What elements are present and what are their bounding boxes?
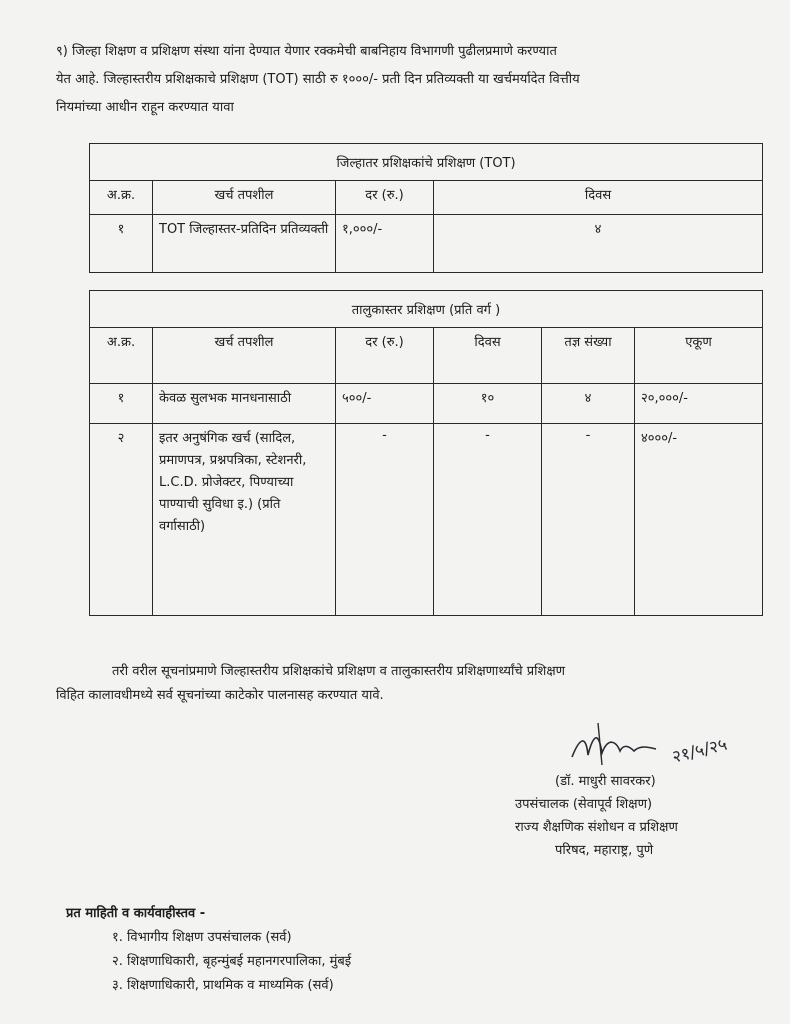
taluka-row1-total: २०,०००/- <box>635 384 763 424</box>
intro-line-1: ९) जिल्हा शिक्षण व प्रशिक्षण संस्था यांना देण्यात येणार रक्कमेची बाबनिहाय विभागणी पुढीलप्रमाणे करण्यात <box>56 44 557 59</box>
signatory-org-line-1: राज्य शैक्षणिक संशोधन व प्रशिक्षण <box>515 820 678 835</box>
tot-header-details: खर्च तपशील <box>153 181 336 215</box>
taluka-row1-days: १० <box>434 384 542 424</box>
tot-header-rate: दर (रु.) <box>336 181 434 215</box>
taluka-row2-sr: २ <box>90 424 153 616</box>
copy-to-title: प्रत माहिती व कार्यवाहीस्तव - <box>66 906 206 921</box>
taluka-row2-details: इतर अनुषंगिक खर्च (सादिल, प्रमाणपत्र, प्रश्नपत्रिका, स्टेशनरी, L.C.D. प्रोजेक्टर, पिण्याच्या पाण्याची सुविधा इ.) (प्रति वर्गासाठी) <box>153 424 336 616</box>
taluka-row1-details: केवळ सुलभक मानधनासाठी <box>153 384 336 424</box>
signatory-org-line-2: परिषद, महाराष्ट्र, पुणे <box>555 843 654 858</box>
taluka-row2-days: - <box>434 424 542 616</box>
copy-to-section <box>66 902 486 998</box>
taluka-header-total: एकूण <box>635 328 763 384</box>
closing-line-1: तरी वरील सूचनांप्रमाणे जिल्हास्तरीय प्रशिक्षकांचे प्रशिक्षण व तालुकास्तरीय प्रशिक्षणार्थ्यांचे प्रशिक्षण <box>112 664 566 679</box>
taluka-row2-rate: - <box>336 424 434 616</box>
tot-table-caption: जिल्हातर प्रशिक्षकांचे प्रशिक्षण (TOT) <box>90 144 763 181</box>
tot-row-days: ४ <box>434 215 763 273</box>
handwritten-signature <box>568 717 738 777</box>
intro-line-2: येत आहे. जिल्हास्तरीय प्रशिक्षकाचे प्रशिक्षण (TOT) साठी रु १०००/- प्रती दिन प्रतिव्यक्ती या खर्चमर्यादेत वित्तीय <box>56 72 580 87</box>
signature-block <box>515 770 745 862</box>
tot-row-rate: १,०००/- <box>336 215 434 273</box>
taluka-header-sr: अ.क्र. <box>90 328 153 384</box>
intro-line-3: नियमांच्या आधीन राहून करण्यात यावा <box>56 100 234 115</box>
closing-paragraph <box>56 660 706 708</box>
taluka-row2-total: ४०००/- <box>635 424 763 616</box>
taluka-header-experts: तज्ञ संख्या <box>542 328 635 384</box>
tot-header-sr: अ.क्र. <box>90 181 153 215</box>
taluka-row1-experts: ४ <box>542 384 635 424</box>
taluka-row1-sr: १ <box>90 384 153 424</box>
tot-header-days: दिवस <box>434 181 763 215</box>
tot-row-sr: १ <box>90 215 153 273</box>
intro-paragraph <box>56 38 676 122</box>
tot-row-details: TOT जिल्हास्तर-प्रतिदिन प्रतिव्यक्ती <box>153 215 336 273</box>
table-row <box>90 384 763 424</box>
tot-table <box>89 143 763 273</box>
table-row <box>90 424 763 616</box>
taluka-table <box>89 290 763 616</box>
signature-date: २१/५/२५ <box>670 734 730 768</box>
taluka-header-rate: दर (रु.) <box>336 328 434 384</box>
list-item: २. शिक्षणाधिकारी, बृहन्मुंबई महानगरपालिका, मुंबई <box>112 954 352 969</box>
signatory-name: (डॉ. माधुरी सावरकर) <box>555 774 656 789</box>
taluka-row2-experts: - <box>542 424 635 616</box>
list-item: १. विभागीय शिक्षण उपसंचालक (सर्व) <box>112 930 292 945</box>
taluka-header-details: खर्च तपशील <box>153 328 336 384</box>
taluka-header-days: दिवस <box>434 328 542 384</box>
taluka-row1-rate: ५००/- <box>336 384 434 424</box>
signatory-designation: उपसंचालक (सेवापूर्व शिक्षण) <box>515 797 653 812</box>
taluka-table-caption: तालुकास्तर प्रशिक्षण (प्रति वर्ग ) <box>90 291 763 328</box>
list-item: ३. शिक्षणाधिकारी, प्राथमिक व माध्यमिक (सर्व) <box>112 978 334 993</box>
closing-line-2: विहित कालावधीमध्ये सर्व सूचनांच्या काटेकोर पालनासह करण्यात यावे. <box>56 688 384 703</box>
